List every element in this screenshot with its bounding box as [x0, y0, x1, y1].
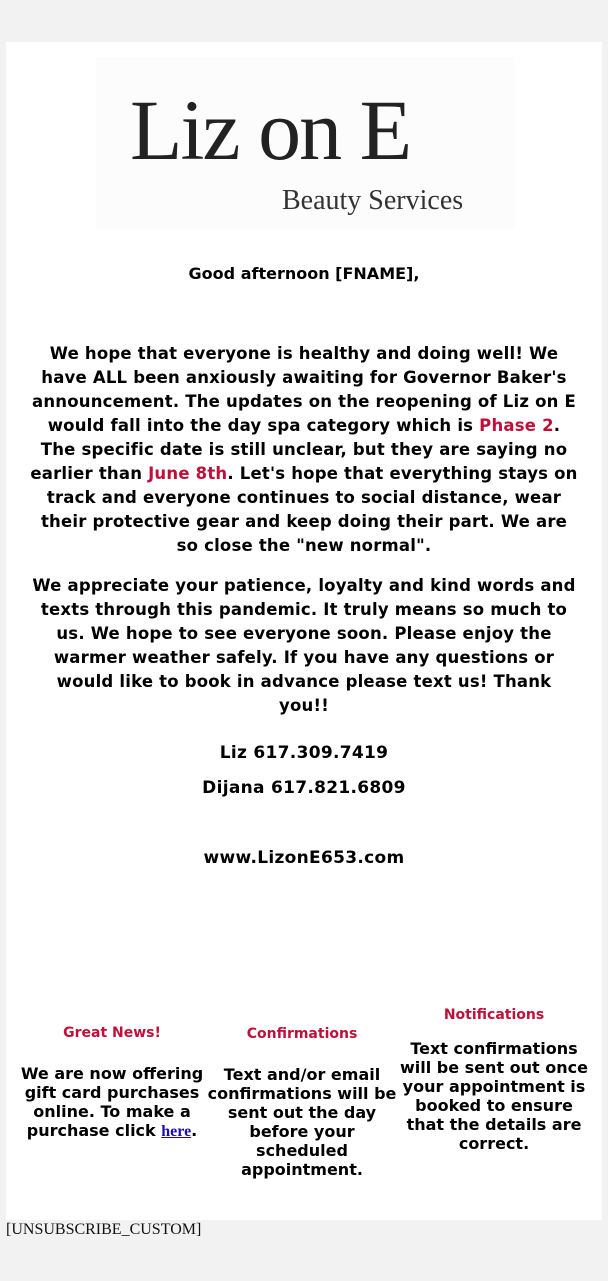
announcement-paragraph [30, 342, 578, 558]
great-news-column [17, 1025, 207, 1141]
date-highlight: June 8th [148, 464, 228, 483]
website-link[interactable]: www.LizonE653.com [203, 848, 405, 868]
confirmations-title: Confirmations [246, 1026, 358, 1042]
great-news-body: We are now offering gift card purchases online. To make a purchase click [20, 1064, 204, 1140]
contact-liz: Liz 617.309.7419 [219, 743, 389, 763]
great-news-text [17, 1064, 207, 1141]
logo-subtitle: Beauty Services [282, 185, 464, 216]
greeting: Good afternoon [FNAME], [188, 264, 420, 283]
notifications-text: Text confirmations will be sent out once your appointment is booked to ensure that the details are correct. [400, 1039, 588, 1153]
great-news-period: . [191, 1121, 198, 1140]
announcement-text-1: We hope that everyone is healthy and doing well! We have ALL been anxiously awaiting for Governor Baker's announcement. The updates on the reopening of Liz on E would fall into the day spa category which is [32, 344, 576, 435]
announcement-text-2: . The specific date is still unclear, but they are saying no earlier than [30, 416, 568, 483]
great-news-title: Great News! [63, 1025, 161, 1041]
brand-logo [96, 57, 514, 229]
contact-dijana: Dijana 617.821.6809 [202, 778, 406, 798]
gift-card-link[interactable]: here [161, 1123, 192, 1140]
confirmations-text: Text and/or email confirmations will be sent out the day before your scheduled appointment. [207, 1065, 397, 1179]
logo-title: Liz on E [130, 82, 411, 178]
announcement-text-3: . Let's hope that everything stays on track and everyone continues to social distance, wear their protective gear and keep doing their part. We are so close the "new normal". [40, 464, 578, 555]
phase-highlight: Phase 2 [479, 416, 554, 435]
unsubscribe-placeholder[interactable]: [UNSUBSCRIBE_CUSTOM] [6, 1221, 202, 1238]
confirmations-column [207, 1026, 397, 1179]
notifications-column [399, 1007, 589, 1153]
notifications-title: Notifications [443, 1007, 545, 1023]
email-card [6, 42, 602, 1220]
thanks-paragraph: We appreciate your patience, loyalty and kind words and texts through this pandemic. It truly means so much to us. We hope to see everyone soon. Please enjoy the warmer weather safely. If you have any questions or would like to book in advance please text us! Thank you!! [32, 576, 576, 715]
